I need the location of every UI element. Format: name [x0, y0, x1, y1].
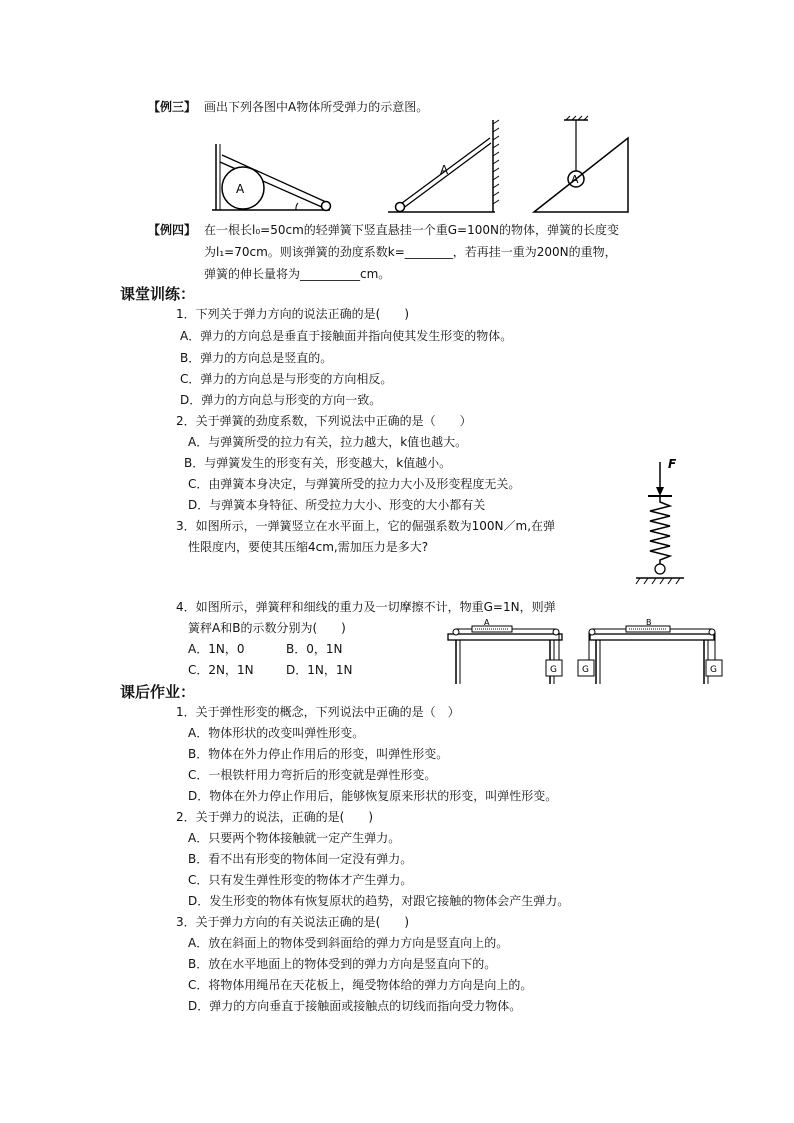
- ct-q1-option-c: C．弹力的方向总是与形变的方向相反。: [180, 372, 393, 386]
- ct-q4-line2: 簧秤A和B的示数分别为( ): [188, 621, 346, 635]
- example-4-line3: 弹簧的伸长量将为__________cm。: [204, 267, 391, 281]
- ct-q3-line2: 性限度内，要使其压缩4cm,需加压力是多大?: [188, 540, 429, 554]
- spring-force-label: F: [668, 457, 677, 471]
- hw-q3-option-b: B．放在水平地面上的物体受到的弹力方向是竖直向下的。: [188, 957, 497, 971]
- example-4-line1: 在一根长l₀=50cm的轻弹簧下竖直悬挂一个重G=100N的物体，弹簧的长度变: [204, 223, 619, 237]
- ct-q4-option-d: D．1N，1N: [286, 663, 353, 677]
- hw-q1-option-c: C．一根铁杆用力弯折后的形变就是弹性形变。: [188, 768, 437, 782]
- ct-q2-option-a: A．与弹簧所受的拉力有关，拉力越大，k值也越大。: [188, 435, 468, 449]
- hw-q3-option-c: C．将物体用绳吊在天花板上，绳受物体给的弹力方向是向上的。: [188, 978, 533, 992]
- figure-ball-plank: [208, 140, 338, 216]
- ct-q2-option-c: C．由弹簧本身决定，与弹簧所受的拉力大小及形变程度无关。: [188, 477, 521, 491]
- ct-q4-line1: 4．如图所示，弹簧秤和细线的重力及一切摩擦不计，物重G=1N，则弹: [176, 600, 556, 614]
- class-training-heading: 课堂训练：: [120, 285, 196, 303]
- fig2-label-a: A: [440, 163, 449, 177]
- hw-q1-option-d: D．物体在外力停止作用后，能够恢复原来形状的形变，叫弹性形变。: [188, 789, 558, 803]
- scale-a-label: A: [484, 618, 490, 627]
- figure-leaning-rod: [386, 118, 502, 216]
- hw-q1-option-b: B．物体在外力停止作用后的形变，叫弹性形变。: [188, 747, 449, 761]
- example-4-line2: 为l₁=70cm。则该弹簧的劲度系数k=________，若再挂一重为200N的重物，: [204, 245, 617, 259]
- hw-q3-option-d: D．弹力的方向垂直于接触面或接触点的切线而指向受力物体。: [188, 999, 522, 1013]
- hw-q2-option-d: D．发生形变的物体有恢复原状的趋势，对跟它接触的物体会产生弹力。: [188, 894, 570, 908]
- scale-b-label: B: [646, 618, 652, 627]
- homework-heading: 课后作业：: [120, 683, 196, 701]
- hw-q3-stem: 3．关于弹力方向的有关说法正确的是( ): [176, 915, 409, 929]
- ct-q1-stem: 1．下列关于弹力方向的说法正确的是( ): [176, 307, 409, 321]
- figure-hanging-ball: [530, 116, 632, 216]
- ct-q1-option-b: B．弹力的方向总是竖直的。: [180, 351, 333, 365]
- fig3-label-a: A: [571, 173, 579, 186]
- ct-q3-line1: 3．如图所示，一弹簧竖立在水平面上，它的倔强系数为100N／m,在弹: [176, 519, 556, 533]
- ct-q1-option-a: A．弹力的方向总是垂直于接触面并指向使其发生形变的物体。: [180, 329, 513, 343]
- weight-g-label-3: G: [710, 665, 717, 675]
- figure-spring-scales: [440, 620, 730, 688]
- hw-q2-stem: 2．关于弹力的说法，正确的是( ): [176, 810, 373, 824]
- weight-g-label-2: G: [582, 665, 589, 675]
- weight-g-label-1: G: [550, 665, 557, 675]
- ct-q2-stem: 2．关于弹簧的劲度系数，下列说法中正确的是（ ）: [176, 414, 472, 428]
- example-3-text: 画出下列各图中A物体所受弹力的示意图。: [204, 100, 429, 114]
- hw-q2-option-a: A．只要两个物体接触就一定产生弹力。: [188, 831, 401, 845]
- fig1-label-a: A: [236, 182, 245, 196]
- hw-q1-stem: 1．关于弹性形变的概念，下列说法中正确的是（ ）: [176, 705, 460, 719]
- ct-q4-option-a: A．1N，0: [188, 642, 245, 656]
- hw-q1-option-a: A．物体形状的改变叫弹性形变。: [188, 726, 365, 740]
- hw-q3-option-a: A．放在斜面上的物体受到斜面给的弹力方向是竖直向上的。: [188, 936, 509, 950]
- ct-q4-option-b: B．0，1N: [286, 642, 343, 656]
- figure-vertical-spring: [632, 456, 688, 592]
- ct-q2-option-d: D．与弹簧本身特征、所受拉力大小、形变的大小都有关: [188, 498, 486, 512]
- ct-q1-option-d: D．弹力的方向总与形变的方向一致。: [180, 393, 382, 407]
- ct-q4-option-c: C．2N，1N: [188, 663, 254, 677]
- example-3-label: 【例三】: [148, 100, 197, 114]
- hw-q2-option-b: B．看不出有形变的物体间一定没有弹力。: [188, 852, 413, 866]
- hw-q2-option-c: C．只有发生弹性形变的物体才产生弹力。: [188, 873, 413, 887]
- example-4-label: 【例四】: [148, 223, 197, 237]
- ct-q2-option-b: B．与弹簧发生的形变有关，形变越大，k值越小。: [184, 456, 452, 470]
